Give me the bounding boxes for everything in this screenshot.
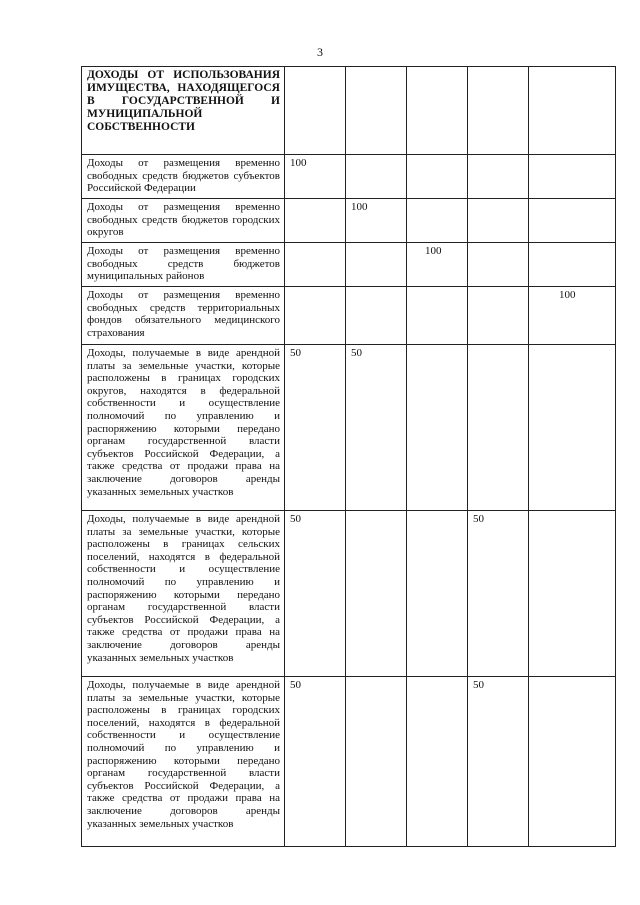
- table-row: [82, 345, 616, 511]
- row-value-col-2: [346, 243, 407, 287]
- table-row: [82, 677, 616, 847]
- table-row: [82, 155, 616, 199]
- row-description: Доходы от размещения временно свободных средств бюджетов муниципальных районов: [82, 243, 285, 287]
- revenue-distribution-table: [81, 66, 616, 847]
- row-value-col-5: [529, 511, 616, 677]
- table-row: [82, 199, 616, 243]
- table-cell: [285, 67, 346, 155]
- row-value-col-4: [468, 199, 529, 243]
- row-value-col-2: [346, 155, 407, 199]
- page-number: 3: [317, 45, 323, 59]
- row-value-col-3: [407, 287, 468, 345]
- table-row: [82, 511, 616, 677]
- row-value-col-1: [285, 243, 346, 287]
- row-value-col-5: [529, 155, 616, 199]
- row-value-col-4: [468, 155, 529, 199]
- row-value-col-1: 100: [285, 155, 346, 199]
- row-value-col-3: [407, 345, 468, 511]
- row-description: Доходы, получаемые в виде арендной платы за земельные участки, которые расположены в границах городских округов, находятся в федеральной собственности и осуществление полномочий по управлению и распоряжению которыми передано органам государственной власти субъектов Российской Федерации, а также средства от продажи права на заключение договоров аренды указанных земельных участков: [82, 345, 285, 511]
- row-value-col-3: [407, 511, 468, 677]
- row-value-col-1: [285, 287, 346, 345]
- section-heading: ДОХОДЫ ОТ ИСПОЛЬЗОВАНИЯ ИМУЩЕСТВА, НАХОДЯЩЕГОСЯ В ГОСУДАРСТВЕННОЙ И МУНИЦИПАЛЬНОЙ СОБСТВЕННОСТИ: [82, 67, 285, 155]
- section-heading-row: [82, 67, 616, 155]
- row-value-col-5: [529, 199, 616, 243]
- row-description: Доходы от размещения временно свободных средств бюджетов субъектов Российской Федерации: [82, 155, 285, 199]
- row-value-col-3: [407, 155, 468, 199]
- row-value-col-5: [529, 677, 616, 847]
- row-value-col-5: [529, 243, 616, 287]
- row-value-col-4: [468, 243, 529, 287]
- table-cell: [468, 67, 529, 155]
- row-value-col-5: [529, 345, 616, 511]
- row-value-col-1: [285, 199, 346, 243]
- row-description: Доходы, получаемые в виде арендной платы за земельные участки, которые расположены в границах городских поселений, находятся в федеральной собственности и осуществление полномочий по управлению и распоряжению которыми передано органам государственной власти субъектов Российской Федерации, а также средства от продажи права на заключение договоров аренды указанных земельных участков: [82, 677, 285, 847]
- row-value-col-2: [346, 511, 407, 677]
- row-value-col-4: [468, 287, 529, 345]
- table-cell: [407, 67, 468, 155]
- row-value-col-1: 50: [285, 511, 346, 677]
- table-row: [82, 287, 616, 345]
- row-value-col-3: [407, 199, 468, 243]
- row-description: Доходы от размещения временно свободных средств бюджетов городских округов: [82, 199, 285, 243]
- table-cell: [529, 67, 616, 155]
- row-value-col-4: 50: [468, 677, 529, 847]
- row-value-col-2: [346, 287, 407, 345]
- table-cell: [346, 67, 407, 155]
- row-value-col-2: [346, 677, 407, 847]
- table-row: [82, 243, 616, 287]
- row-value-col-3: 100: [407, 243, 468, 287]
- row-description: Доходы от размещения временно свободных средств территориальных фондов обязательного медицинского страхования: [82, 287, 285, 345]
- row-value-col-5: 100: [529, 287, 616, 345]
- row-value-col-3: [407, 677, 468, 847]
- row-value-col-4: 50: [468, 511, 529, 677]
- row-description: Доходы, получаемые в виде арендной платы за земельные участки, которые расположены в границах сельских поселений, находятся в федеральной собственности и осуществление полномочий по управлению и распоряжению которыми передано органам государственной власти субъектов Российской Федерации, а также средства от продажи права на заключение договоров аренды указанных земельных участков: [82, 511, 285, 677]
- row-value-col-2: 50: [346, 345, 407, 511]
- row-value-col-2: 100: [346, 199, 407, 243]
- row-value-col-1: 50: [285, 345, 346, 511]
- row-value-col-1: 50: [285, 677, 346, 847]
- row-value-col-4: [468, 345, 529, 511]
